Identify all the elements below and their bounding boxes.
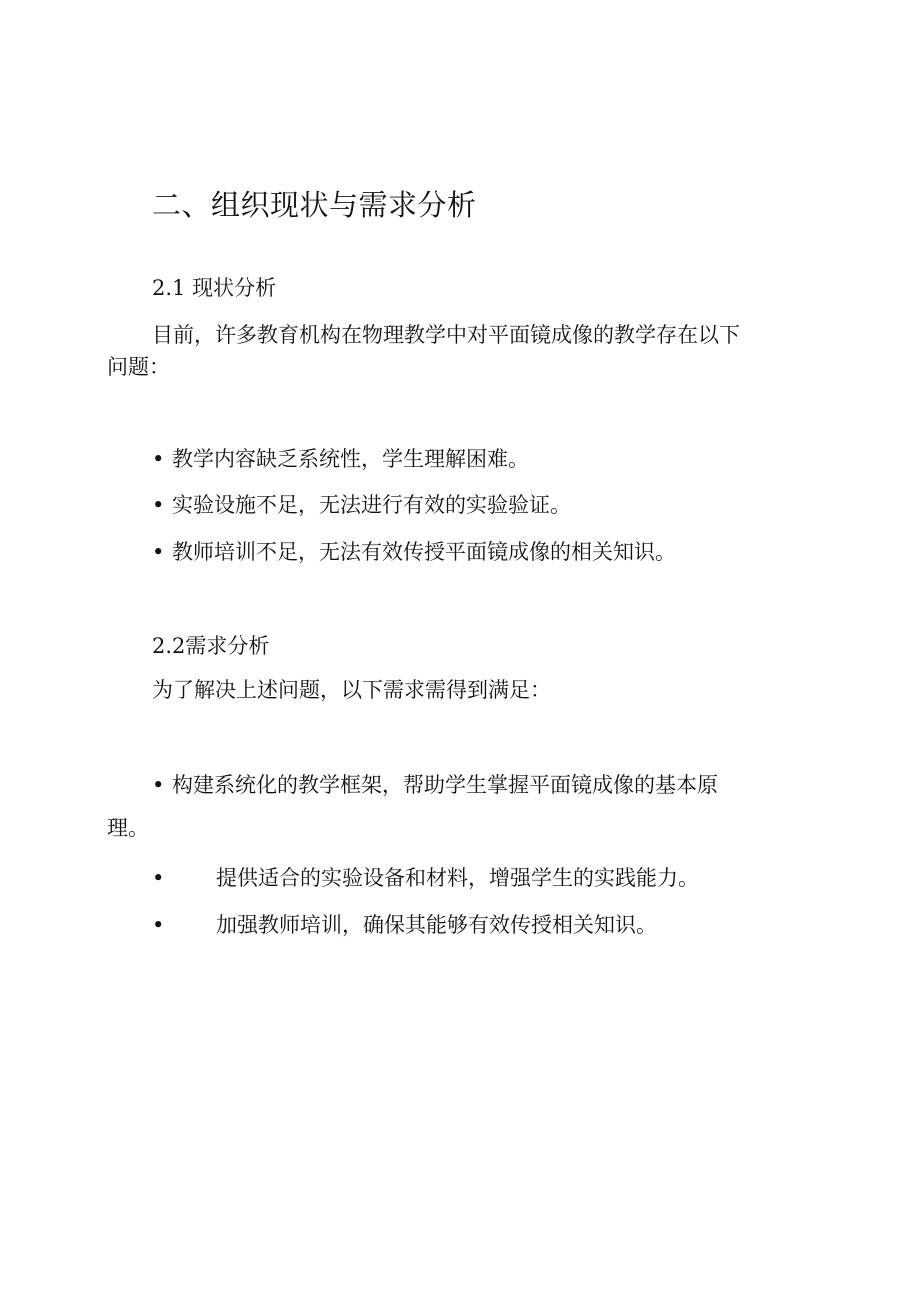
list-item — [152, 489, 571, 519]
list-item-text: 实验设施不足，无法进行有效的实验验证。 — [172, 493, 571, 517]
bullet-icon: • — [152, 540, 165, 564]
bullet-icon: • — [152, 447, 165, 471]
list-item-text: 加强教师培训，确保其能够有效传授相关知识。 — [216, 913, 657, 937]
list-item-text: 教学内容缺乏系统性，学生理解困难。 — [172, 447, 529, 471]
bullet-icon: • — [152, 493, 165, 517]
needs-heading: 2.2需求分析 — [152, 634, 270, 658]
list-item — [152, 862, 699, 892]
list-item-text: 教师培训不足，无法有效传授平面镜成像的相关知识。 — [172, 540, 676, 564]
bullet-icon: • — [152, 773, 165, 797]
current-status-heading: 2.1 现状分析 — [152, 276, 277, 300]
list-item-text: 提供适合的实验设备和材料，增强学生的实践能力。 — [216, 866, 699, 890]
list-item — [152, 769, 718, 799]
bullet-icon: • — [152, 913, 165, 937]
list-item — [152, 909, 657, 939]
list-item — [152, 443, 529, 473]
list-item — [152, 536, 676, 566]
needs-intro: 为了解决上述问题，以下需求需得到满足： — [152, 678, 551, 702]
bullet-icon: • — [152, 866, 165, 890]
current-status-intro-line2: 问题： — [107, 355, 170, 379]
list-item-continuation: 理。 — [107, 816, 149, 840]
list-item-text: 构建系统化的教学框架，帮助学生掌握平面镜成像的基本原 — [172, 773, 718, 797]
current-status-intro-line1: 目前，许多教育机构在物理教学中对平面镜成像的教学存在以下 — [152, 323, 740, 347]
section-title: 二、组织现状与需求分析 — [152, 188, 477, 222]
